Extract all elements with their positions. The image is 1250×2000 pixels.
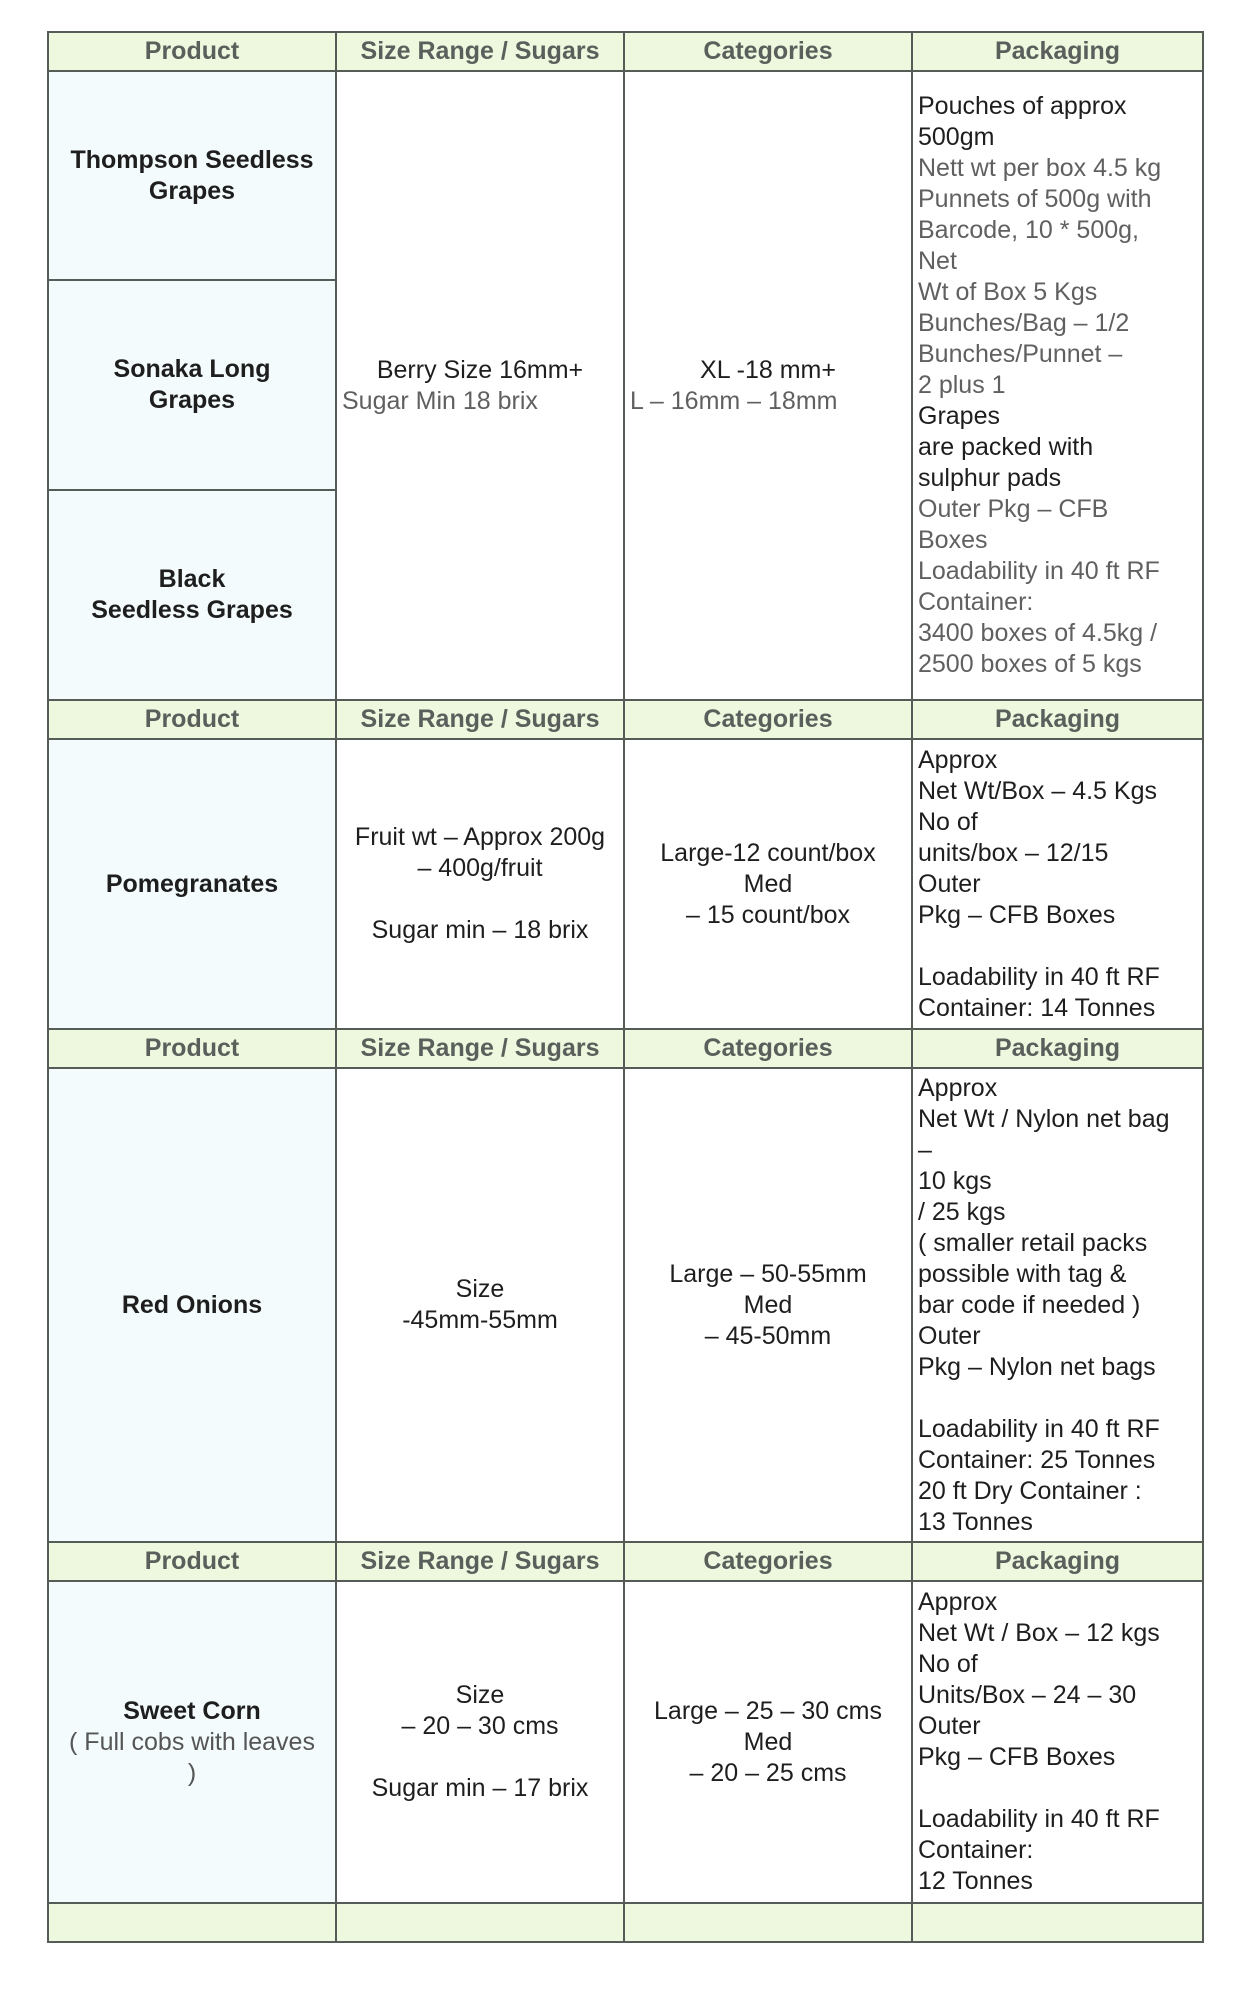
packaging-line: Net Wt/Box – 4.5 Kgs bbox=[918, 776, 1157, 805]
packaging-line: ( smaller retail packs bbox=[918, 1228, 1148, 1257]
product-name-line: Grapes bbox=[148, 176, 236, 205]
packaging-line: 2500 boxes of 5 kgs bbox=[918, 650, 1142, 678]
blank-line bbox=[918, 1773, 1197, 1804]
product-subtitle-line: ) bbox=[187, 1758, 197, 1787]
size-line: – 20 – 30 cms bbox=[401, 1712, 559, 1740]
packaging-line: Loadability in 40 ft RF bbox=[918, 1805, 1160, 1833]
packaging-line: Loadability in 40 ft RF bbox=[918, 557, 1160, 585]
packaging-line: sulphur pads bbox=[918, 464, 1062, 492]
header-product: Product bbox=[48, 1029, 336, 1068]
pomegranates-categories-cell bbox=[624, 739, 912, 1029]
pomegranates-row bbox=[48, 739, 1203, 1029]
category-line: Med bbox=[743, 1727, 793, 1756]
category-line: – 15 count/box bbox=[685, 900, 850, 929]
corn-categories-cell bbox=[624, 1581, 912, 1903]
product-red-onions: Red Onions bbox=[48, 1068, 336, 1542]
size-line: Sugar min – 18 brix bbox=[371, 916, 589, 944]
packaging-line: Outer bbox=[918, 1712, 981, 1740]
category-line: Med bbox=[743, 1290, 793, 1319]
header-categories: Categories bbox=[624, 32, 912, 71]
packaging-line: Container: bbox=[918, 588, 1034, 616]
onions-categories-cell bbox=[624, 1068, 912, 1542]
packaging-line: bar code if needed ) bbox=[918, 1290, 1141, 1319]
product-spec-table bbox=[47, 31, 1204, 1943]
packaging-line: 3400 boxes of 4.5kg / bbox=[918, 619, 1158, 647]
blank-line bbox=[918, 1383, 1197, 1414]
product-subtitle-line: ( Full cobs with leaves bbox=[69, 1727, 315, 1756]
packaging-line: Bunches/Bag – 1/2 bbox=[918, 309, 1130, 337]
packaging-line: Pouches of approx bbox=[918, 92, 1127, 120]
packaging-line: possible with tag & bbox=[918, 1259, 1127, 1288]
onions-row bbox=[48, 1068, 1203, 1542]
onions-packaging-cell bbox=[912, 1068, 1203, 1542]
category-line: Med bbox=[743, 869, 793, 898]
header-size-range: Size Range / Sugars bbox=[336, 1029, 624, 1068]
packaging-line: Net bbox=[918, 247, 957, 275]
packaging-line: are packed with bbox=[918, 433, 1094, 461]
corn-packaging-cell bbox=[912, 1581, 1203, 1903]
header-categories: Categories bbox=[624, 1029, 912, 1068]
size-line: Fruit wt – Approx 200g bbox=[354, 823, 606, 851]
packaging-line: Nett wt per box 4.5 kg bbox=[918, 154, 1162, 182]
packaging-line: / 25 kgs bbox=[918, 1197, 1006, 1226]
header-packaging: Packaging bbox=[912, 700, 1203, 739]
packaging-line: Container: 25 Tonnes bbox=[918, 1445, 1156, 1474]
packaging-line: Pkg – CFB Boxes bbox=[918, 1743, 1116, 1771]
header-row bbox=[48, 700, 1203, 739]
packaging-line: units/box – 12/15 bbox=[918, 838, 1109, 867]
blank-line bbox=[918, 931, 1197, 962]
size-line: – 400g/fruit bbox=[417, 854, 543, 882]
empty-footer-row bbox=[48, 1903, 1203, 1942]
empty-cell bbox=[912, 1903, 1203, 1942]
packaging-line: Approx bbox=[918, 1588, 998, 1616]
packaging-line: 12 Tonnes bbox=[918, 1867, 1033, 1895]
grapes-categories-cell bbox=[624, 71, 912, 700]
header-size-range: Size Range / Sugars bbox=[336, 700, 624, 739]
pomegranates-size-cell bbox=[336, 739, 624, 1029]
product-pomegranates: Pomegranates bbox=[48, 739, 336, 1029]
onions-size-cell bbox=[336, 1068, 624, 1542]
packaging-line: Pkg – CFB Boxes bbox=[918, 900, 1116, 929]
packaging-line: Loadability in 40 ft RF bbox=[918, 962, 1160, 991]
grapes-packaging-cell bbox=[912, 71, 1203, 700]
packaging-line: Wt of Box 5 Kgs bbox=[918, 278, 1098, 306]
header-row bbox=[48, 1542, 1203, 1581]
size-line: Sugar min – 17 brix bbox=[371, 1774, 589, 1802]
packaging-line: Approx bbox=[918, 1073, 998, 1102]
header-product: Product bbox=[48, 700, 336, 739]
packaging-line: Units/Box – 24 – 30 bbox=[918, 1681, 1137, 1709]
product-sonaka-long-grapes bbox=[48, 280, 336, 490]
header-packaging: Packaging bbox=[912, 1029, 1203, 1068]
category-line: Large – 25 – 30 cms bbox=[654, 1696, 882, 1725]
header-row bbox=[48, 32, 1203, 71]
product-name-line: Black bbox=[158, 565, 226, 593]
header-packaging: Packaging bbox=[912, 1542, 1203, 1581]
size-line: Size bbox=[455, 1275, 505, 1303]
category-line: XL -18 mm+ bbox=[700, 355, 836, 384]
header-product: Product bbox=[48, 1542, 336, 1581]
product-name-line: Sweet Corn bbox=[123, 1696, 261, 1725]
packaging-line: 20 ft Dry Container : bbox=[918, 1476, 1142, 1505]
product-name-line: Thompson Seedless bbox=[70, 145, 314, 174]
packaging-line: No of bbox=[918, 807, 978, 836]
category-line: Large – 50-55mm bbox=[669, 1259, 867, 1288]
product-black-seedless-grapes bbox=[48, 490, 336, 700]
packaging-line: 2 plus 1 bbox=[918, 371, 1006, 399]
product-name-line: Seedless Grapes bbox=[91, 596, 293, 624]
packaging-line: Outer bbox=[918, 1321, 981, 1350]
product-sweet-corn bbox=[48, 1581, 336, 1903]
packaging-line: Grapes bbox=[918, 402, 1000, 430]
size-line: -45mm-55mm bbox=[402, 1306, 558, 1334]
empty-cell bbox=[336, 1903, 624, 1942]
pomegranates-packaging-cell bbox=[912, 739, 1203, 1029]
header-categories: Categories bbox=[624, 1542, 912, 1581]
packaging-line: 13 Tonnes bbox=[918, 1507, 1033, 1536]
packaging-line: Approx bbox=[918, 745, 998, 774]
header-size-range: Size Range / Sugars bbox=[336, 1542, 624, 1581]
size-line: Size bbox=[455, 1681, 505, 1709]
packaging-line: Loadability in 40 ft RF bbox=[918, 1414, 1160, 1443]
empty-cell bbox=[624, 1903, 912, 1942]
size-line: Berry Size 16mm+ bbox=[376, 355, 584, 384]
packaging-line: No of bbox=[918, 1650, 978, 1678]
blank-line bbox=[342, 1742, 618, 1773]
header-size-range: Size Range / Sugars bbox=[336, 32, 624, 71]
header-product: Product bbox=[48, 32, 336, 71]
category-line: L – 16mm – 18mm bbox=[630, 386, 838, 415]
packaging-line: Net Wt / Nylon net bag bbox=[918, 1104, 1170, 1133]
packaging-line: Pkg – Nylon net bags bbox=[918, 1352, 1156, 1381]
product-name-line: Grapes bbox=[148, 386, 236, 414]
packaging-line: Bunches/Punnet – bbox=[918, 340, 1123, 368]
header-categories: Categories bbox=[624, 700, 912, 739]
packaging-line: Punnets of 500g with bbox=[918, 185, 1152, 213]
header-row bbox=[48, 1029, 1203, 1068]
category-line: Large-12 count/box bbox=[660, 838, 876, 867]
category-line: – 20 – 25 cms bbox=[689, 1758, 847, 1787]
category-line: – 45-50mm bbox=[704, 1321, 832, 1350]
empty-cell bbox=[48, 1903, 336, 1942]
header-packaging: Packaging bbox=[912, 32, 1203, 71]
grapes-size-cell bbox=[336, 71, 624, 700]
packaging-line: Container: bbox=[918, 1836, 1034, 1864]
packaging-line: Boxes bbox=[918, 526, 988, 554]
corn-size-cell bbox=[336, 1581, 624, 1903]
packaging-line: 500gm bbox=[918, 123, 995, 151]
packaging-line: Container: 14 Tonnes bbox=[918, 993, 1156, 1022]
grapes-row bbox=[48, 71, 1203, 280]
product-thompson-seedless-grapes bbox=[48, 71, 336, 280]
packaging-line: Outer bbox=[918, 869, 981, 898]
packaging-line: Outer Pkg – CFB bbox=[918, 495, 1109, 523]
product-name-line: Sonaka Long bbox=[113, 355, 271, 383]
size-line: Sugar Min 18 brix bbox=[342, 386, 538, 415]
blank-line bbox=[342, 884, 618, 915]
packaging-line: 10 kgs bbox=[918, 1166, 992, 1195]
packaging-line: Barcode, 10 * 500g, bbox=[918, 216, 1139, 244]
corn-row bbox=[48, 1581, 1203, 1903]
packaging-line: – bbox=[918, 1135, 932, 1164]
packaging-line: Net Wt / Box – 12 kgs bbox=[918, 1619, 1160, 1647]
